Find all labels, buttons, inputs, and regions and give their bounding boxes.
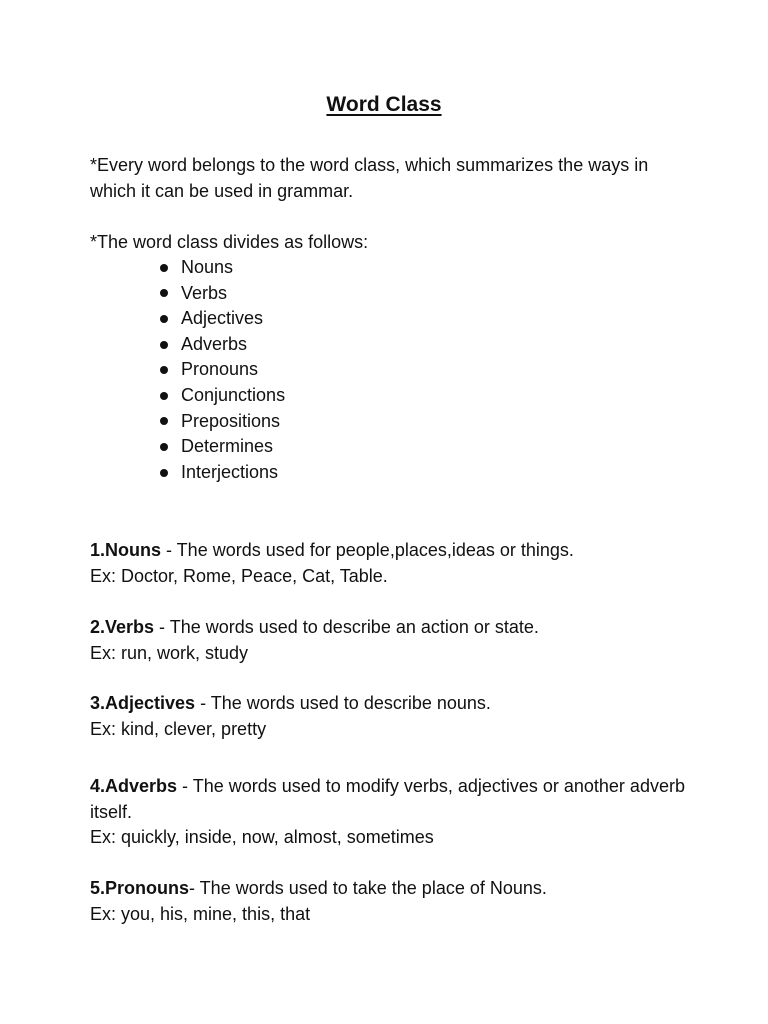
bullet-icon xyxy=(160,469,168,477)
list-item-label: Pronouns xyxy=(181,359,259,380)
section-term: 4.Adverbs xyxy=(90,776,178,796)
section-example: Ex: kind, clever, pretty xyxy=(90,718,267,739)
bullet-icon xyxy=(160,315,168,323)
section-definition xyxy=(90,615,710,641)
list-item xyxy=(158,383,285,409)
page-title-text: Word Class xyxy=(326,93,442,116)
list-item xyxy=(158,281,285,307)
list-item xyxy=(158,306,285,332)
bullet-icon xyxy=(160,417,168,425)
section-term: 3.Adjectives xyxy=(90,693,196,713)
section-term: 5.Pronouns xyxy=(90,878,190,898)
bullet-icon xyxy=(160,264,168,272)
bullet-icon xyxy=(160,443,168,451)
section-adverbs xyxy=(90,774,710,851)
list-item-label: Adjectives xyxy=(181,308,264,329)
list-item xyxy=(158,409,285,435)
section-definition xyxy=(90,774,710,825)
section-adjectives xyxy=(90,691,710,742)
bullet-icon xyxy=(160,366,168,374)
section-description: - The words used to take the place of Nouns. xyxy=(189,878,547,898)
list-item xyxy=(158,357,285,383)
section-term: 1.Nouns xyxy=(90,540,162,560)
list-item-label: Conjunctions xyxy=(181,384,286,405)
section-example: Ex: you, his, mine, this, that xyxy=(90,903,311,924)
section-verbs xyxy=(90,615,710,666)
section-definition xyxy=(90,538,710,564)
section-definition xyxy=(90,691,710,717)
divides-heading: *The word class divides as follows: xyxy=(90,232,369,252)
list-item xyxy=(158,255,285,281)
section-description: - The words used to describe an action or state. xyxy=(154,617,539,637)
section-pronouns xyxy=(90,876,710,927)
list-item xyxy=(158,434,285,460)
list-item xyxy=(158,332,285,358)
section-definition xyxy=(90,876,710,902)
bullet-icon xyxy=(160,289,168,297)
list-item-label: Determines xyxy=(181,436,274,457)
list-item-label: Nouns xyxy=(181,257,234,277)
intro-paragraph: *Every word belongs to the word class, which summarizes the ways in which it can be used in grammar. xyxy=(90,155,649,201)
section-example: Ex: run, work, study xyxy=(90,642,249,663)
section-example: Ex: Doctor, Rome, Peace, Cat, Table. xyxy=(90,565,388,586)
section-description: - The words used to describe nouns. xyxy=(195,693,491,713)
list-item-label: Interjections xyxy=(181,461,279,482)
bullet-icon xyxy=(160,392,168,400)
list-item-label: Adverbs xyxy=(181,333,248,354)
section-example: Ex: quickly, inside, now, almost, sometimes xyxy=(90,827,434,847)
list-item xyxy=(158,460,285,486)
list-item-label: Verbs xyxy=(181,282,228,303)
section-term: 2.Verbs xyxy=(90,617,155,637)
section-nouns xyxy=(90,538,710,589)
section-description: - The words used to modify verbs, adjectives or another adverb itself. xyxy=(90,776,685,822)
section-description: - The words used for people,places,ideas or things. xyxy=(161,540,574,560)
word-class-list xyxy=(158,255,285,485)
page-title xyxy=(0,93,768,117)
bullet-icon xyxy=(160,341,168,349)
list-item-label: Prepositions xyxy=(181,410,281,431)
